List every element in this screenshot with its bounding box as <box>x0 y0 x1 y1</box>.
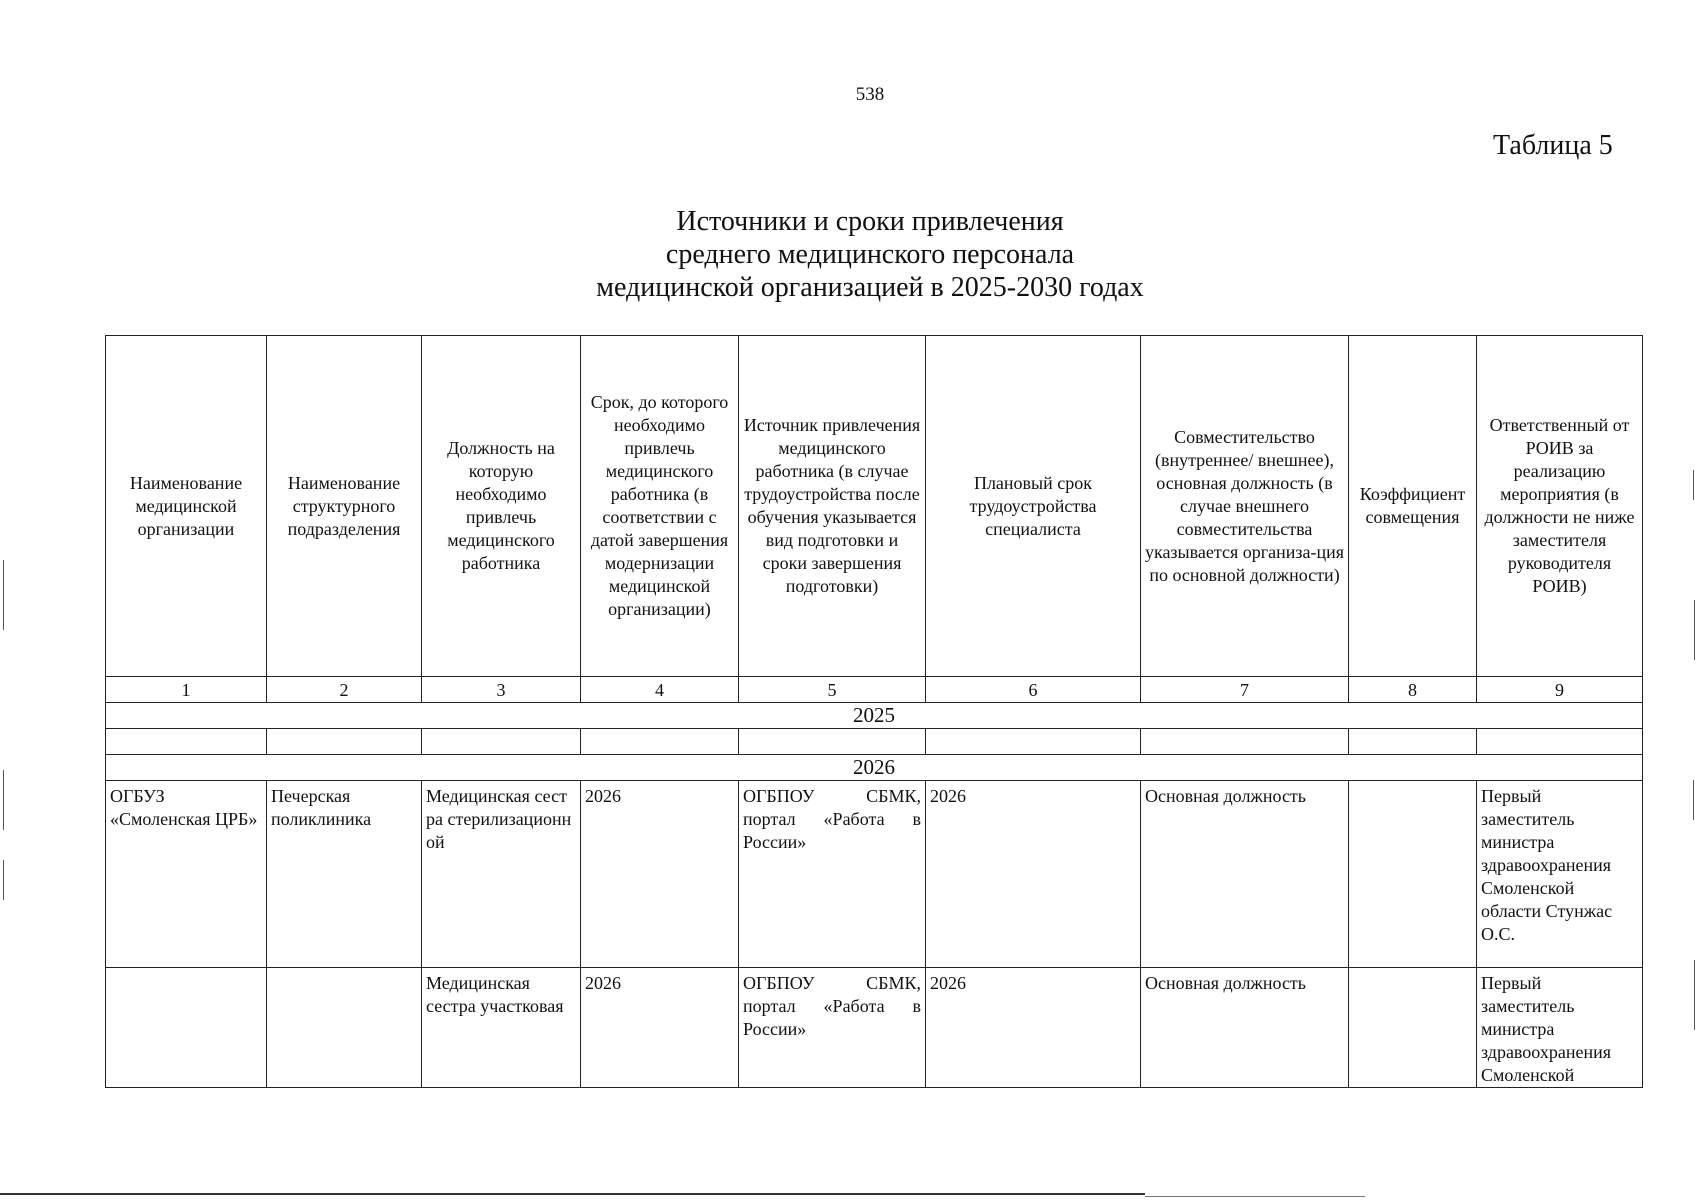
column-number: 3 <box>422 677 581 703</box>
scan-artifact <box>1694 600 1695 660</box>
empty-cell <box>422 729 581 755</box>
cell-organization <box>106 968 267 1088</box>
empty-cell <box>267 729 422 755</box>
column-number: 5 <box>739 677 926 703</box>
scan-artifact <box>1693 780 1694 820</box>
bottom-rule <box>0 1193 1145 1195</box>
column-number: 2 <box>267 677 422 703</box>
scan-artifact <box>3 770 4 830</box>
table-row <box>106 781 1643 968</box>
column-number: 9 <box>1477 677 1643 703</box>
table-label: Таблица 5 <box>1493 130 1613 161</box>
header-subdivision: Наименование структурного подразделения <box>267 336 422 677</box>
scan-artifact <box>3 560 4 630</box>
empty-cell <box>1141 729 1349 755</box>
title-line: Источники и сроки привлечения <box>676 206 1064 237</box>
column-number: 7 <box>1141 677 1349 703</box>
cell-organization: ОГБУЗ «Смоленская ЦРБ» <box>106 781 267 968</box>
year-row-2025 <box>106 703 1643 729</box>
cell-source-text: ОГБПОУ СБМК, портал «Работа в России» <box>743 973 921 1039</box>
page-number: 538 <box>855 84 885 105</box>
header-combination: Совместительство (внутреннее/ внешнее), основная должность (в случае внешнего совместительства указывается организа-ция по основной должности) <box>1141 336 1349 677</box>
column-number: 6 <box>926 677 1141 703</box>
cell-responsible: Первый заместитель министра здравоохранения Смоленской области Стунжас О.С. <box>1477 781 1643 968</box>
cell-coefficient <box>1349 781 1477 968</box>
empty-cell <box>1477 729 1643 755</box>
empty-cell <box>581 729 739 755</box>
empty-cell <box>106 729 267 755</box>
year-label: 2025 <box>106 703 1643 729</box>
cell-combination: Основная должность <box>1141 968 1349 1088</box>
header-organization: Наименование медицинской организации <box>106 336 267 677</box>
cell-subdivision <box>267 968 422 1088</box>
header-position: Должность на которую необходимо привлечь медицинского работника <box>422 336 581 677</box>
year-row-2026 <box>106 755 1643 781</box>
bottom-rule-faint <box>1145 1196 1365 1197</box>
cell-source <box>739 968 926 1088</box>
empty-cell <box>1349 729 1477 755</box>
title-line: медицинской организацией в 2025-2030 годах <box>596 272 1144 303</box>
header-deadline: Срок, до которого необходимо привлечь медицинского работника (в соответствии с датой завершения модернизации медицинской организации) <box>581 336 739 677</box>
header-source: Источник привлечения медицинского работника (в случае трудоустройства после обучения указывается вид подготовки и сроки завершения подготовки) <box>739 336 926 677</box>
cell-source <box>739 781 926 968</box>
cell-coefficient <box>1349 968 1477 1088</box>
column-number: 4 <box>581 677 739 703</box>
column-number: 1 <box>106 677 267 703</box>
cell-planned-date: 2026 <box>926 781 1141 968</box>
header-row <box>106 336 1643 677</box>
cell-responsible: Первый заместитель министра здравоохранения Смоленской <box>1477 968 1643 1088</box>
cell-combination: Основная должность <box>1141 781 1349 968</box>
cell-subdivision: Печерская поликлиника <box>267 781 422 968</box>
cell-planned-date: 2026 <box>926 968 1141 1088</box>
cell-position: Медицинская сестра участковая <box>422 968 581 1088</box>
scan-artifact <box>1694 960 1695 1030</box>
cell-source-text: ОГБПОУ СБМК, портал «Работа в России» <box>743 786 921 852</box>
header-coefficient: Коэффициент совмещения <box>1349 336 1477 677</box>
title-line: среднего медицинского персонала <box>665 239 1075 270</box>
column-number: 8 <box>1349 677 1477 703</box>
cell-deadline: 2026 <box>581 781 739 968</box>
scan-artifact <box>3 860 4 900</box>
header-responsible: Ответственный от РОИВ за реализацию мероприятия (в должности не ниже заместителя руководителя РОИВ) <box>1477 336 1643 677</box>
cell-position: Медицинская сестра стерилизационной <box>422 781 581 968</box>
cell-deadline: 2026 <box>581 968 739 1088</box>
document-title <box>0 205 1699 304</box>
header-planned-date: Плановый срок трудоустройства специалиста <box>926 336 1141 677</box>
empty-row <box>106 729 1643 755</box>
scan-artifact <box>1693 470 1694 500</box>
column-number-row <box>106 677 1643 703</box>
year-label: 2026 <box>106 755 1643 781</box>
empty-cell <box>739 729 926 755</box>
empty-cell <box>926 729 1141 755</box>
table-row <box>106 968 1643 1088</box>
staffing-table <box>105 335 1643 1088</box>
